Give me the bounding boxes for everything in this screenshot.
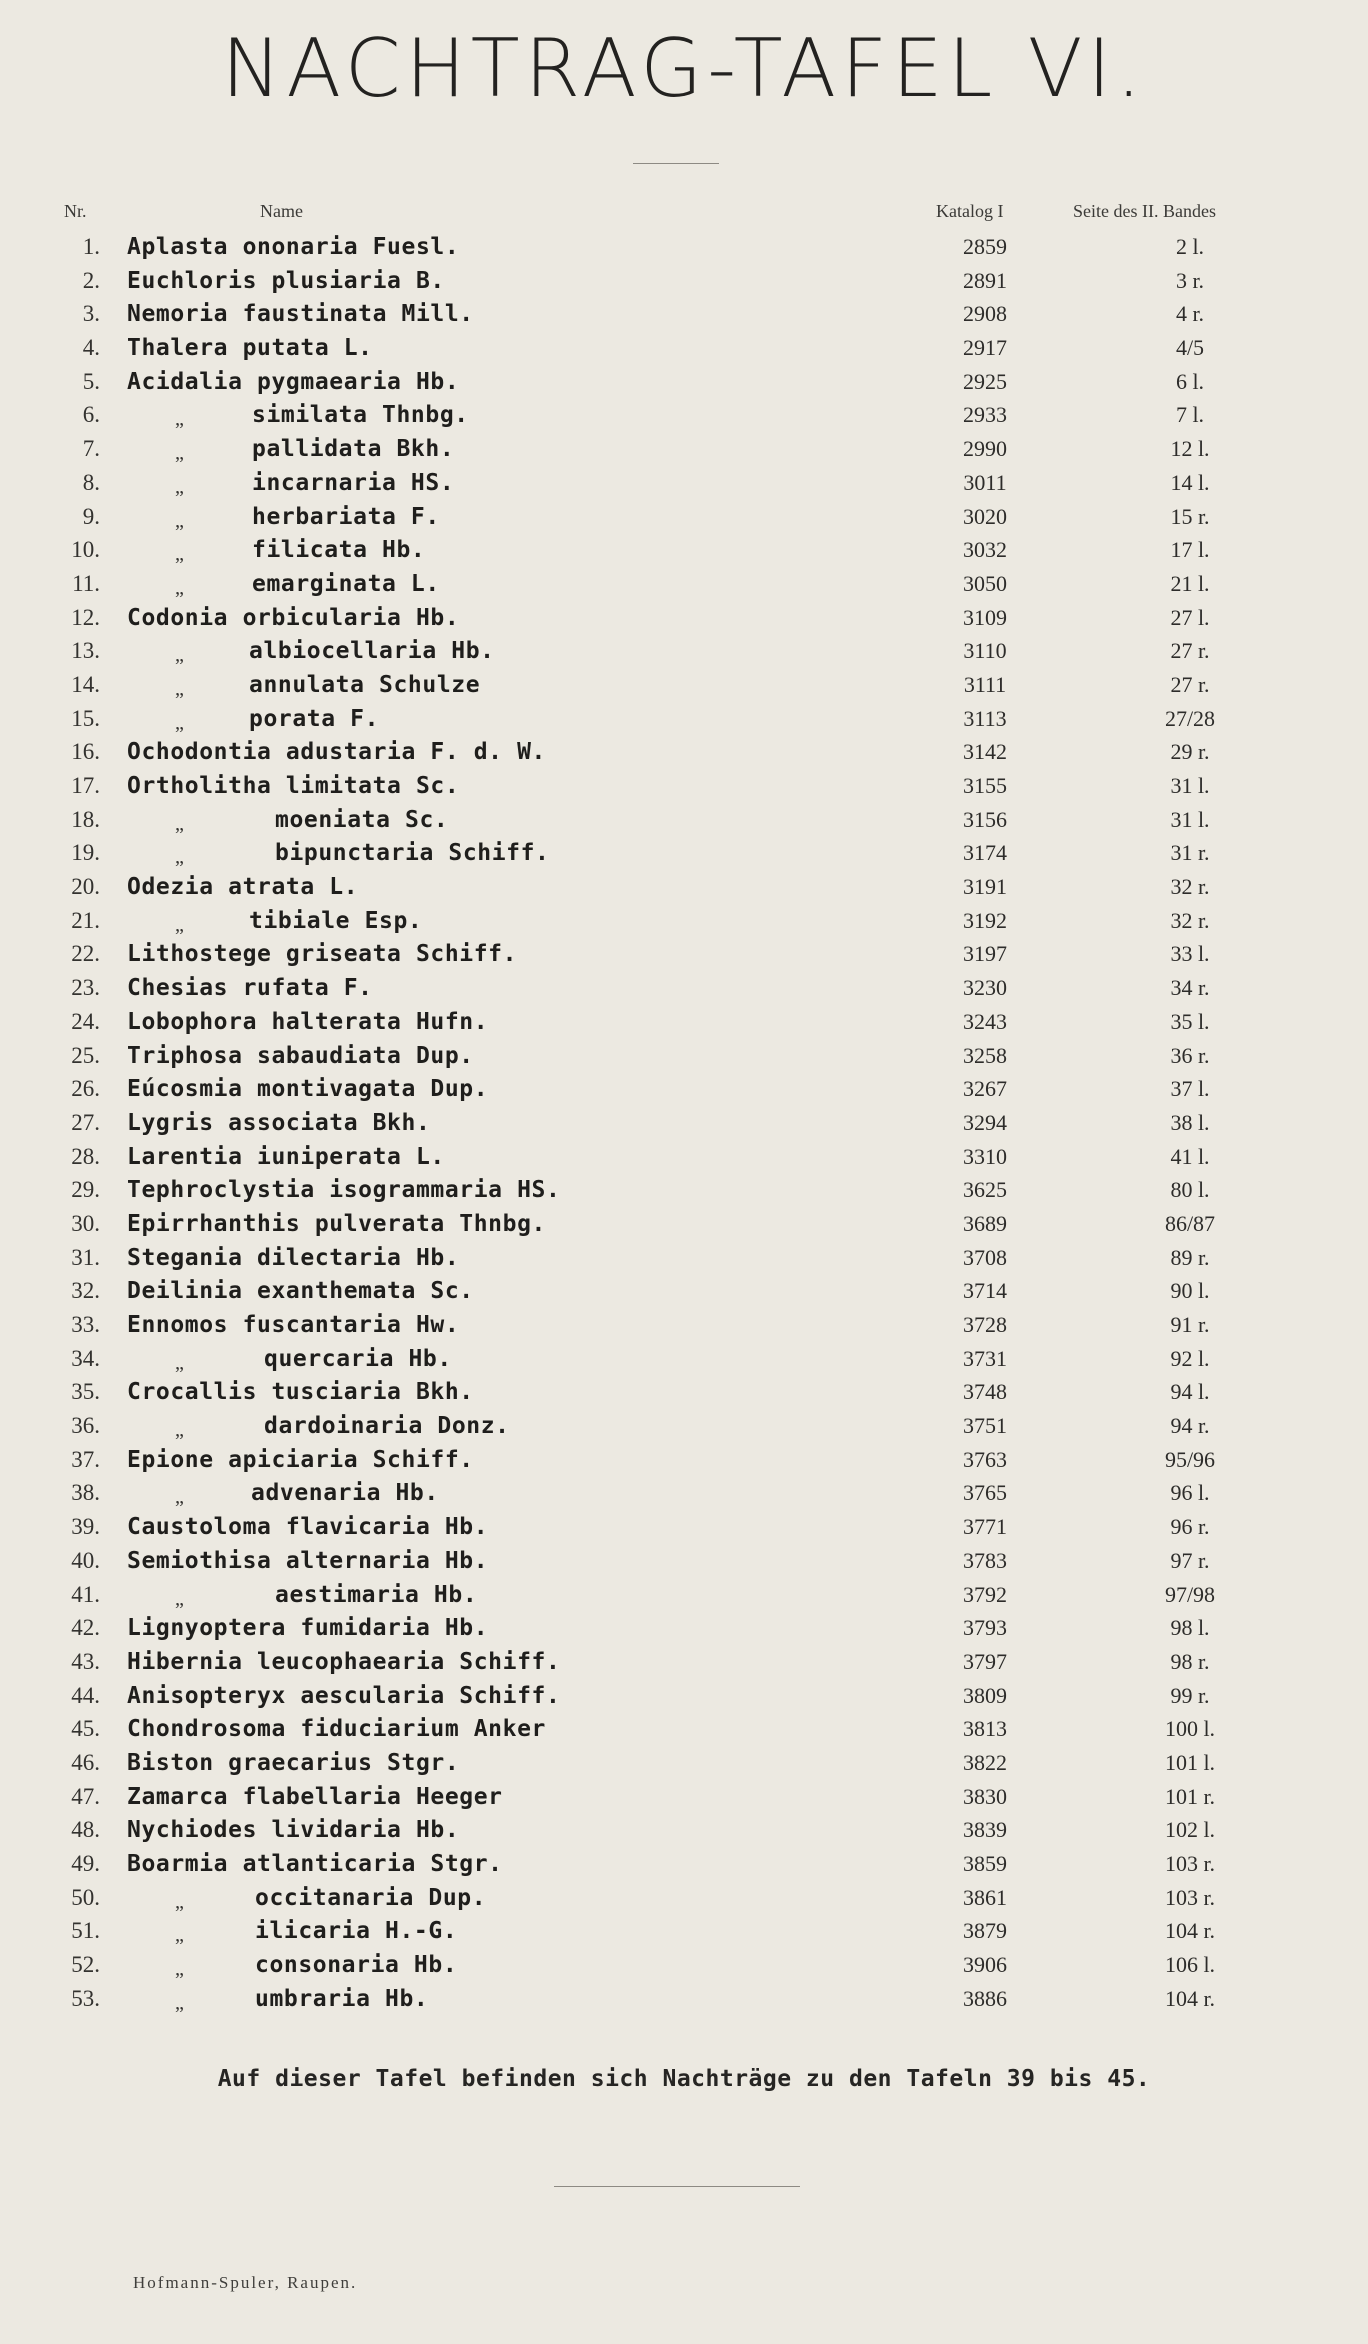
ditto-mark: „ [175, 408, 184, 431]
table-row [0, 1142, 1368, 1176]
ditto-mark: „ [175, 1991, 184, 2014]
table-row [0, 1377, 1368, 1411]
entry-number: 29. [71, 1177, 100, 1203]
table-row [0, 1108, 1368, 1142]
table-row [0, 704, 1368, 738]
species-name: emarginata L. [252, 570, 440, 597]
entry-number: 34. [71, 1345, 100, 1371]
katalog-number: 3155 [963, 773, 1007, 798]
katalog-number: 3625 [963, 1177, 1007, 1203]
page-reference: 97/98 [1164, 1581, 1216, 1607]
ditto-mark: „ [175, 711, 184, 734]
publisher-line: Hofmann-Spuler, Raupen. [133, 2273, 358, 2292]
katalog-number: 2933 [963, 402, 1007, 428]
katalog-number: 3174 [963, 840, 1007, 866]
table-row [0, 1782, 1368, 1816]
species-list [0, 232, 1368, 2017]
entry-number: 11. [72, 570, 100, 596]
page-reference: 3 r. [1175, 267, 1205, 293]
ditto-mark: „ [175, 677, 184, 700]
species-name: Chondrosoma fiduciarium Anker [127, 1716, 546, 1743]
page-reference: 104 r. [1164, 1918, 1216, 1944]
page-reference: 86/87 [1164, 1210, 1216, 1236]
katalog-number: 3050 [963, 570, 1007, 596]
page-reference: 99 r. [1170, 1682, 1210, 1708]
table-row [0, 1074, 1368, 1108]
footer-divider [554, 2186, 800, 2187]
table-row [0, 670, 1368, 704]
table-row [0, 468, 1368, 502]
table-row [0, 872, 1368, 906]
katalog-number: 3751 [963, 1413, 1007, 1439]
species-name: filicata Hb. [252, 537, 426, 564]
species-name: quercaria Hb. [264, 1345, 452, 1372]
species-name: Semiothisa alternaria Hb. [127, 1547, 489, 1574]
page-reference: 98 r. [1170, 1648, 1210, 1674]
species-name: albiocellaria Hb. [249, 638, 495, 665]
species-name: aestimaria Hb. [275, 1581, 478, 1608]
katalog-number: 2891 [963, 267, 1007, 293]
table-row [0, 805, 1368, 839]
katalog-number: 3793 [963, 1615, 1007, 1641]
species-name: Larentia iuniperata L. [127, 1143, 445, 1170]
entry-number: 10. [71, 537, 100, 563]
katalog-number: 3111 [963, 671, 1007, 697]
species-name: Ochodontia adustaria F. d. W. [127, 739, 546, 766]
table-row [0, 299, 1368, 333]
table-row [0, 502, 1368, 536]
page-reference: 37 l. [1170, 1076, 1210, 1102]
katalog-number: 3243 [963, 1008, 1007, 1034]
katalog-number: 3792 [963, 1581, 1007, 1607]
page-reference: 41 l. [1170, 1143, 1210, 1169]
page-reference: 38 l. [1170, 1109, 1210, 1135]
entry-number: 49. [71, 1851, 100, 1876]
katalog-number: 3771 [963, 1514, 1007, 1540]
table-row [0, 1613, 1368, 1647]
entry-number: 7. [82, 436, 100, 462]
footnote: Auf dieser Tafel befinden sich Nachträge zu den Tafeln 39 bis 45. [217, 2066, 1151, 2092]
species-name: Nychiodes lividaria Hb. [127, 1817, 460, 1844]
ditto-mark: „ [175, 1958, 184, 1981]
table-row [0, 367, 1368, 401]
species-name: dardoinaria Donz. [264, 1413, 510, 1440]
entry-number: 32. [71, 1278, 100, 1304]
entry-number: 47. [71, 1783, 100, 1809]
page-reference: 27 l. [1170, 604, 1210, 630]
page-reference: 14 l. [1170, 469, 1210, 495]
ditto-mark: „ [175, 1351, 184, 1374]
katalog-number: 2908 [963, 301, 1007, 327]
entry-number: 21. [71, 907, 100, 933]
entry-number: 14. [71, 671, 100, 697]
entry-number: 13. [71, 638, 100, 664]
page-reference: 106 l. [1164, 1952, 1216, 1978]
katalog-number: 3191 [963, 874, 1007, 900]
page-reference: 33 l. [1170, 941, 1210, 967]
species-name: Lithostege griseata Schiff. [127, 941, 518, 968]
title-divider [633, 163, 719, 164]
table-row [0, 771, 1368, 805]
page-reference: 34 r. [1170, 975, 1210, 1001]
table-row [0, 1411, 1368, 1445]
katalog-number: 3906 [963, 1952, 1007, 1978]
entry-number: 33. [71, 1312, 100, 1337]
entry-number: 45. [71, 1716, 100, 1742]
species-name: Epione apiciaria Schiff. [127, 1446, 474, 1473]
katalog-number: 3763 [963, 1446, 1007, 1472]
page-reference: 92 l. [1170, 1345, 1210, 1371]
entry-number: 35. [71, 1379, 100, 1405]
katalog-number: 3765 [963, 1480, 1007, 1506]
species-name: Ortholitha limitata Sc. [127, 773, 460, 799]
species-name: Hibernia leucophaearia Schiff. [127, 1648, 561, 1675]
table-row [0, 400, 1368, 434]
katalog-number: 3822 [963, 1749, 1007, 1775]
page-reference: 97 r. [1170, 1547, 1210, 1573]
table-row [0, 1916, 1368, 1950]
table-row [0, 1243, 1368, 1277]
header-seite: Seite des II. Bandes [1073, 201, 1216, 221]
ditto-mark: „ [175, 812, 184, 835]
page-reference: 4/5 [1175, 335, 1205, 361]
entry-number: 24. [71, 1008, 100, 1034]
entry-number: 27. [71, 1109, 100, 1135]
katalog-number: 3109 [963, 604, 1007, 630]
table-row [0, 1984, 1368, 2018]
entry-number: 12. [71, 604, 100, 630]
page-reference: 17 l. [1170, 537, 1210, 563]
page-reference: 4 r. [1175, 301, 1205, 327]
species-name: Crocallis tusciaria Bkh. [127, 1379, 474, 1406]
header-name: Name [260, 201, 303, 221]
katalog-number: 3011 [963, 469, 1007, 495]
table-row [0, 1041, 1368, 1075]
table-row [0, 1546, 1368, 1580]
table-row [0, 1344, 1368, 1378]
table-row [0, 1209, 1368, 1243]
table-row [0, 1310, 1368, 1344]
katalog-number: 3797 [963, 1648, 1007, 1674]
species-name: Deilinia exanthemata Sc. [127, 1278, 474, 1305]
page-reference: 32 r. [1170, 907, 1210, 933]
entry-number: 46. [71, 1749, 100, 1775]
katalog-number: 3142 [963, 739, 1007, 765]
table-row [0, 636, 1368, 670]
katalog-number: 3267 [963, 1076, 1007, 1102]
table-row [0, 1478, 1368, 1512]
species-name: similata Thnbg. [252, 402, 469, 429]
page-reference: 27 r. [1170, 638, 1210, 664]
page-reference: 89 r. [1170, 1244, 1210, 1270]
katalog-number: 2859 [963, 234, 1007, 259]
katalog-number: 3728 [963, 1312, 1007, 1337]
page-reference: 29 r. [1170, 739, 1210, 765]
ditto-mark: „ [175, 543, 184, 566]
katalog-number: 3708 [963, 1244, 1007, 1270]
page-reference: 31 l. [1170, 773, 1210, 798]
entry-number: 28. [71, 1143, 100, 1169]
page-reference: 2 l. [1175, 234, 1205, 259]
page-reference: 100 l. [1164, 1716, 1216, 1742]
page-reference: 21 l. [1170, 570, 1210, 596]
entry-number: 39. [71, 1514, 100, 1540]
page-reference: 103 r. [1164, 1884, 1216, 1910]
species-name: Epirrhanthis pulverata Thnbg. [127, 1210, 546, 1237]
table-row [0, 1681, 1368, 1715]
table-row [0, 569, 1368, 603]
species-name: ilicaria H.-G. [255, 1918, 458, 1945]
katalog-number: 3294 [963, 1109, 1007, 1135]
species-name: Thalera putata L. [127, 335, 373, 362]
table-row [0, 333, 1368, 367]
ditto-mark: „ [175, 1924, 184, 1947]
species-name: Stegania dilectaria Hb. [127, 1244, 460, 1271]
entry-number: 40. [71, 1547, 100, 1573]
species-name: advenaria Hb. [251, 1480, 439, 1507]
entry-number: 20. [71, 874, 100, 900]
species-name: Lygris associata Bkh. [127, 1109, 431, 1136]
entry-number: 38. [71, 1480, 100, 1506]
entry-number: 15. [71, 705, 100, 731]
table-row [0, 603, 1368, 637]
entry-number: 8. [82, 469, 100, 495]
species-name: consonaria Hb. [255, 1952, 458, 1979]
species-name: moeniata Sc. [275, 806, 449, 833]
katalog-number: 3113 [963, 705, 1007, 731]
page-reference: 27/28 [1164, 705, 1216, 731]
entry-number: 31. [71, 1244, 100, 1270]
table-row [0, 434, 1368, 468]
katalog-number: 2925 [963, 368, 1007, 394]
species-name: Lobophora halterata Hufn. [127, 1008, 489, 1035]
page-reference: 7 l. [1175, 402, 1205, 428]
katalog-number: 3839 [963, 1817, 1007, 1843]
entry-number: 37. [71, 1446, 100, 1472]
page-reference: 32 r. [1170, 874, 1210, 900]
ditto-mark: „ [175, 475, 184, 498]
katalog-number: 3861 [963, 1884, 1007, 1910]
katalog-number: 3748 [963, 1379, 1007, 1405]
species-name: Tephroclystia isogrammaria HS. [127, 1177, 561, 1204]
species-name: Anisopteryx aescularia Schiff. [127, 1682, 561, 1709]
page-reference: 96 l. [1170, 1480, 1210, 1506]
table-row [0, 1849, 1368, 1883]
katalog-number: 3830 [963, 1783, 1007, 1809]
page-reference: 6 l. [1175, 368, 1205, 394]
page-reference: 101 l. [1164, 1749, 1216, 1775]
katalog-number: 3731 [963, 1345, 1007, 1371]
katalog-number: 3197 [963, 941, 1007, 967]
katalog-number: 2990 [963, 436, 1007, 462]
species-name: annulata Schulze [249, 671, 481, 698]
entry-number: 42. [71, 1615, 100, 1641]
species-name: incarnaria HS. [252, 469, 455, 496]
katalog-number: 3689 [963, 1210, 1007, 1236]
ditto-mark: „ [175, 1419, 184, 1442]
species-name: herbariata F. [252, 503, 440, 530]
ditto-mark: „ [175, 1890, 184, 1913]
ditto-mark: „ [175, 846, 184, 869]
page-reference: 91 r. [1170, 1312, 1210, 1337]
table-row [0, 1647, 1368, 1681]
species-name: umbraria Hb. [255, 1985, 429, 2012]
species-name: Biston graecarius Stgr. [127, 1749, 460, 1776]
ditto-mark: „ [175, 913, 184, 936]
entry-number: 23. [71, 975, 100, 1001]
katalog-number: 3110 [963, 638, 1007, 664]
species-name: Boarmia atlanticaria Stgr. [127, 1851, 503, 1877]
ditto-mark: „ [175, 509, 184, 532]
page-reference: 15 r. [1170, 503, 1210, 529]
page-reference: 95/96 [1164, 1446, 1216, 1472]
table-row [0, 838, 1368, 872]
table-row [0, 1580, 1368, 1614]
entry-number: 52. [71, 1952, 100, 1978]
entry-number: 25. [71, 1042, 100, 1068]
table-row [0, 1748, 1368, 1782]
katalog-number: 3886 [963, 1985, 1007, 2011]
table-row [0, 973, 1368, 1007]
species-name: Aplasta ononaria Fuesl. [127, 234, 460, 260]
ditto-mark: „ [175, 442, 184, 465]
header-nr: Nr. [64, 201, 87, 221]
page-reference: 31 r. [1170, 840, 1210, 866]
table-row [0, 1714, 1368, 1748]
table-row [0, 906, 1368, 940]
page-reference: 94 r. [1170, 1413, 1210, 1439]
page-reference: 90 l. [1170, 1278, 1210, 1304]
katalog-number: 3809 [963, 1682, 1007, 1708]
entry-number: 43. [71, 1648, 100, 1674]
page-reference: 36 r. [1170, 1042, 1210, 1068]
table-row [0, 1445, 1368, 1479]
species-name: Zamarca flabellaria Heeger [127, 1783, 503, 1810]
table-row [0, 232, 1368, 266]
species-name: bipunctaria Schiff. [275, 840, 550, 867]
page-reference: 80 l. [1170, 1177, 1210, 1203]
species-name: Eúcosmia montivagata Dup. [127, 1076, 489, 1103]
table-row [0, 1950, 1368, 1984]
page-reference: 96 r. [1170, 1514, 1210, 1540]
ditto-mark: „ [175, 576, 184, 599]
species-name: Caustoloma flavicaria Hb. [127, 1514, 489, 1541]
ditto-mark: „ [175, 1587, 184, 1610]
page-reference: 103 r. [1164, 1851, 1216, 1876]
table-row [0, 1512, 1368, 1546]
table-row [0, 737, 1368, 771]
page-reference: 102 l. [1164, 1817, 1216, 1843]
entry-number: 17. [71, 773, 100, 798]
katalog-number: 3859 [963, 1851, 1007, 1876]
species-name: tibiale Esp. [249, 907, 423, 934]
species-name: Nemoria faustinata Mill. [127, 301, 474, 328]
table-row [0, 1815, 1368, 1849]
page-reference: 31 l. [1170, 806, 1210, 832]
ditto-mark: „ [175, 1486, 184, 1509]
species-name: Triphosa sabaudiata Dup. [127, 1042, 474, 1069]
table-row [0, 266, 1368, 300]
entry-number: 2. [82, 267, 100, 293]
katalog-number: 3032 [963, 537, 1007, 563]
entry-number: 1. [82, 234, 100, 259]
katalog-number: 3879 [963, 1918, 1007, 1944]
entry-number: 36. [71, 1413, 100, 1439]
katalog-number: 3258 [963, 1042, 1007, 1068]
katalog-number: 3020 [963, 503, 1007, 529]
entry-number: 41. [71, 1581, 100, 1607]
species-name: Acidalia pygmaearia Hb. [127, 368, 460, 395]
katalog-number: 3783 [963, 1547, 1007, 1573]
entry-number: 19. [71, 840, 100, 866]
entry-number: 26. [71, 1076, 100, 1102]
katalog-number: 3156 [963, 806, 1007, 832]
entry-number: 18. [71, 806, 100, 832]
entry-number: 50. [71, 1884, 100, 1910]
katalog-number: 2917 [963, 335, 1007, 361]
species-name: Lignyoptera fumidaria Hb. [127, 1615, 489, 1642]
table-row [0, 1276, 1368, 1310]
page-reference: 104 r. [1164, 1985, 1216, 2011]
katalog-number: 3714 [963, 1278, 1007, 1304]
entry-number: 9. [82, 503, 100, 529]
species-name: occitanaria Dup. [255, 1884, 487, 1911]
table-row [0, 1883, 1368, 1917]
table-row [0, 535, 1368, 569]
header-katalog: Katalog I [936, 201, 1004, 221]
page-reference: 35 l. [1170, 1008, 1210, 1034]
entry-number: 4. [82, 335, 100, 361]
katalog-number: 3230 [963, 975, 1007, 1001]
entry-number: 3. [82, 301, 100, 327]
katalog-number: 3310 [963, 1143, 1007, 1169]
entry-number: 30. [71, 1210, 100, 1236]
page-reference: 98 l. [1170, 1615, 1210, 1641]
katalog-number: 3813 [963, 1716, 1007, 1742]
page-title: NACHTRAG-TAFEL VI. [221, 22, 1147, 115]
entry-number: 16. [71, 739, 100, 765]
table-row [0, 1175, 1368, 1209]
entry-number: 44. [71, 1682, 100, 1708]
page-reference: 12 l. [1170, 436, 1210, 462]
species-name: pallidata Bkh. [252, 436, 455, 463]
ditto-mark: „ [175, 644, 184, 667]
table-row [0, 939, 1368, 973]
table-row [0, 1007, 1368, 1041]
species-name: Euchloris plusiaria B. [127, 267, 445, 294]
species-name: Odezia atrata L. [127, 874, 359, 901]
katalog-number: 3192 [963, 907, 1007, 933]
entry-number: 6. [82, 402, 100, 428]
page-reference: 94 l. [1170, 1379, 1210, 1405]
species-name: Codonia orbicularia Hb. [127, 604, 460, 631]
species-name: porata F. [249, 705, 380, 732]
entry-number: 5. [82, 368, 100, 394]
entry-number: 48. [71, 1817, 100, 1843]
species-name: Ennomos fuscantaria Hw. [127, 1312, 460, 1338]
page-reference: 101 r. [1164, 1783, 1216, 1809]
entry-number: 22. [71, 941, 100, 967]
entry-number: 51. [71, 1918, 100, 1944]
entry-number: 53. [71, 1985, 100, 2011]
page-reference: 27 r. [1170, 671, 1210, 697]
species-name: Chesias rufata F. [127, 975, 373, 1002]
